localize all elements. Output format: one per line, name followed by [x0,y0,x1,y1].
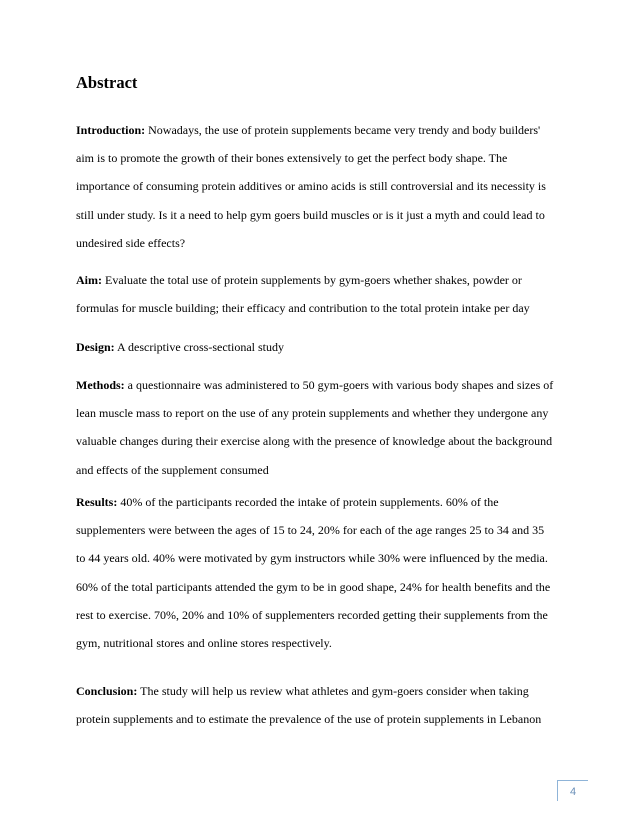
introduction-paragraph [76,116,556,257]
aim-text: Evaluate the total use of protein supplements by gym-goers whether shakes, powder or formulas for muscle building; their efficacy and contribution to the total protein intake per day [76,273,530,316]
page-number: 4 [557,780,588,801]
methods-heading: Methods: [76,378,125,392]
abstract-title: Abstract [76,73,138,92]
results-text: 40% of the participants recorded the intake of protein supplements. 60% of the supplementers were between the ages of 15 to 24, 20% for each of the age ranges 25 to 34 and 35 to 44 years old. 40% were motivated by gym instructors while 30% were influenced by the media. 60% of the total participants attended the gym to be in good shape, 24% for health benefits and the rest to exercise. 70%, 20% and 10% of supplementers recorded getting their supplements from the gym, nutritional stores and online stores respectively. [76,495,551,651]
aim-paragraph [76,266,556,322]
conclusion-text: The study will help us review what athletes and gym-goers consider when taking protein supplements and to estimate the prevalence of the use of protein supplements in Lebanon [76,684,542,727]
design-heading: Design: [76,340,115,354]
design-paragraph [76,333,556,361]
introduction-text: Nowadays, the use of protein supplements became very trendy and body builders' aim is to promote the growth of their bones extensively to get the perfect body shape. The importance of consuming protein additives or amino acids is still controversial and its necessity is still under study. Is it a need to help gym goers build muscles or is it just a myth and could lead to undesired side effects? [76,123,546,250]
conclusion-paragraph [76,677,556,733]
design-text: A descriptive cross-sectional study [117,340,284,354]
methods-text: a questionnaire was administered to 50 gym-goers with various body shapes and sizes of lean muscle mass to report on the use of any protein supplements and whether they undergone any valuable changes during their exercise along with the presence of knowledge about the background and effects of the supplement consumed [76,378,554,477]
aim-heading: Aim: [76,273,102,287]
methods-paragraph [76,371,556,484]
introduction-heading: Introduction: [76,123,146,137]
results-heading: Results: [76,495,118,509]
conclusion-heading: Conclusion: [76,684,138,698]
results-paragraph [76,488,556,657]
